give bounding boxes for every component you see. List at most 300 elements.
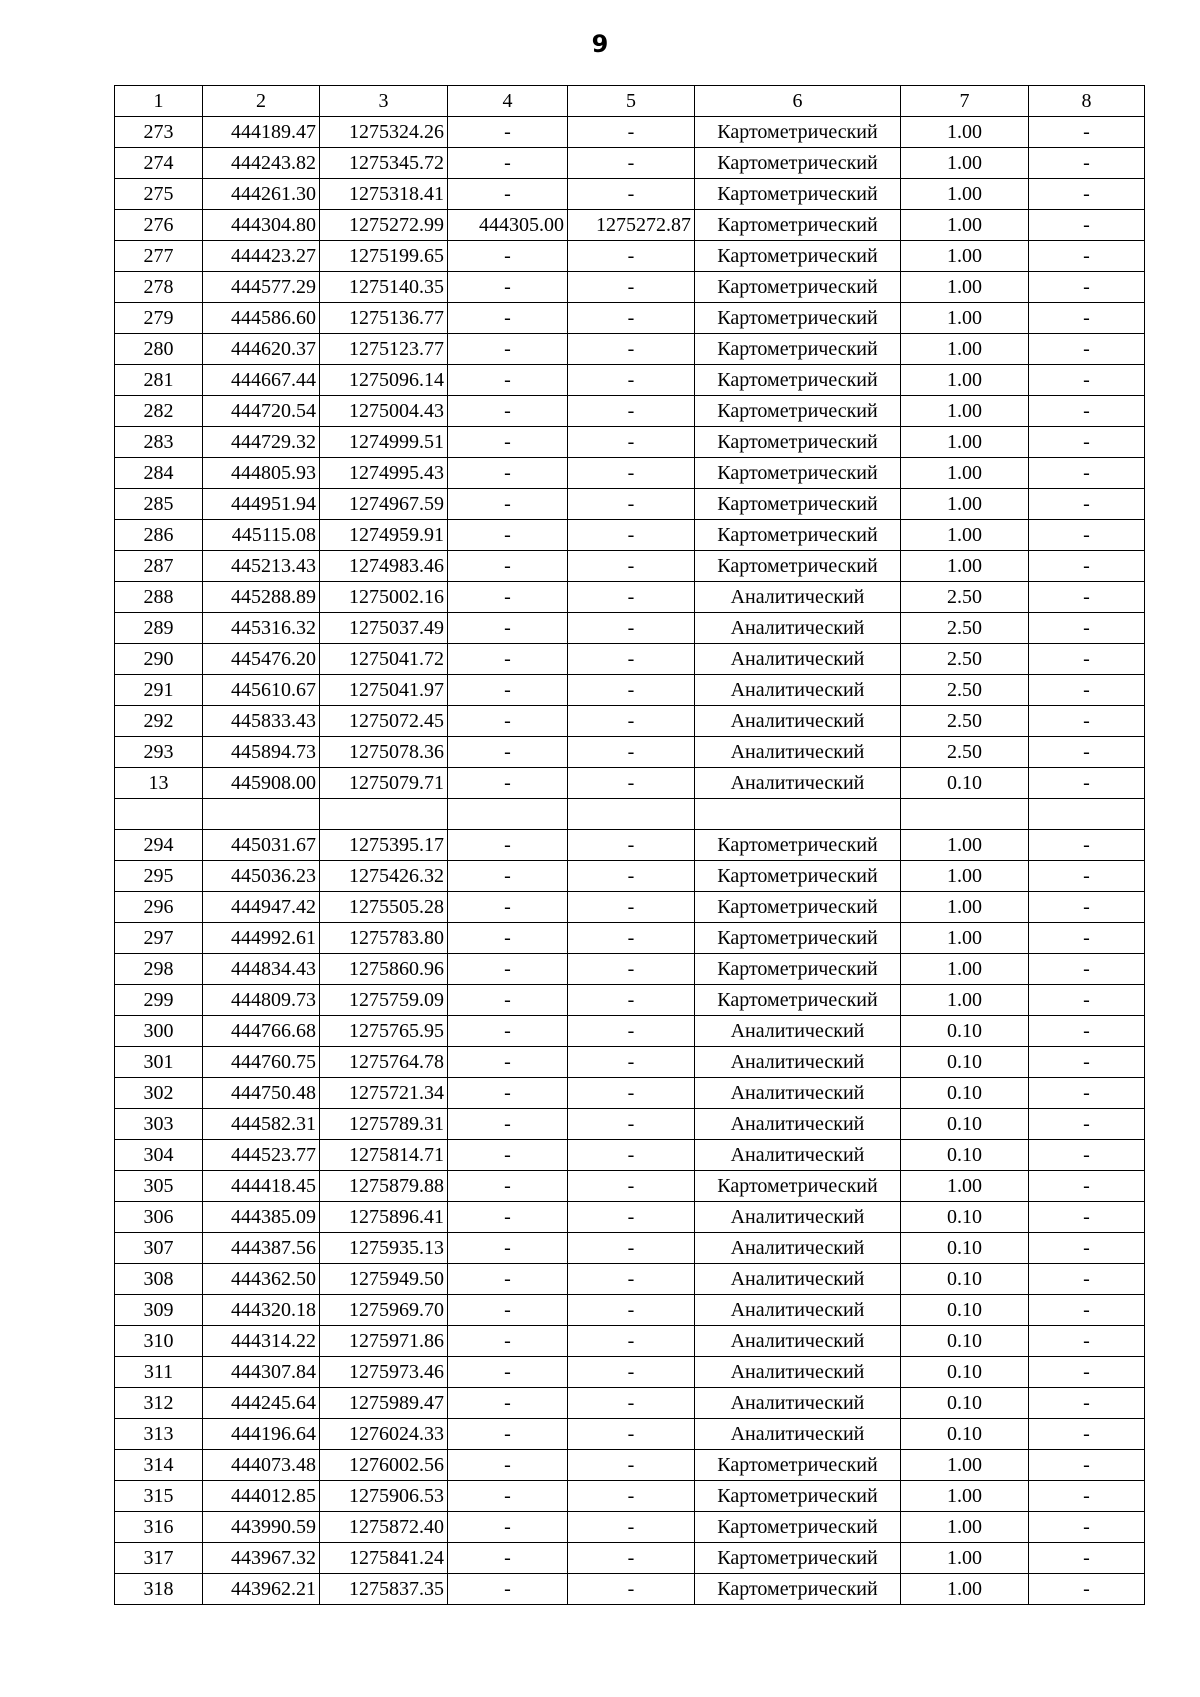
table-cell-col-6: Картометрический <box>695 1512 901 1543</box>
table-cell-col-3: 1276024.33 <box>320 1419 448 1450</box>
table-cell-col-2: 2 <box>203 86 320 117</box>
table-cell-col-5: - <box>568 675 695 706</box>
table-cell-col-3: 1275426.32 <box>320 861 448 892</box>
coordinates-table <box>114 85 1145 1605</box>
table-cell-col-1: 304 <box>115 1140 203 1171</box>
table-cell-col-5: - <box>568 241 695 272</box>
table-cell-col-5: - <box>568 1326 695 1357</box>
table-cell-col-6: Аналитический <box>695 1295 901 1326</box>
table-cell-col-6: Картометрический <box>695 520 901 551</box>
table-cell-col-2: 444750.48 <box>203 1078 320 1109</box>
table-cell-col-7: 1.00 <box>901 551 1029 582</box>
table-row <box>115 179 1145 210</box>
table-cell-col-8: - <box>1029 1543 1145 1574</box>
table-cell-col-5: - <box>568 1202 695 1233</box>
table-cell-col-4: - <box>448 427 568 458</box>
table-cell-col-3: 1276002.56 <box>320 1450 448 1481</box>
table-cell-col-3: 1275199.65 <box>320 241 448 272</box>
table-cell-col-2: 444320.18 <box>203 1295 320 1326</box>
table-row <box>115 1140 1145 1171</box>
table-cell-col-6: Картометрический <box>695 954 901 985</box>
table-cell-col-6: Картометрический <box>695 148 901 179</box>
table-cell-col-2: 445036.23 <box>203 861 320 892</box>
table-cell-col-7: 0.10 <box>901 1295 1029 1326</box>
table-cell-col-3: 1275041.72 <box>320 644 448 675</box>
table-row <box>115 675 1145 706</box>
table-cell-col-3: 1275860.96 <box>320 954 448 985</box>
table-cell-col-7: 0.10 <box>901 1419 1029 1450</box>
table-cell-col-5: - <box>568 830 695 861</box>
table-cell-col-4: - <box>448 1202 568 1233</box>
table-cell-col-4: - <box>448 861 568 892</box>
table-cell-col-1 <box>115 799 203 830</box>
table-cell-col-7: 1.00 <box>901 179 1029 210</box>
table-cell-col-6: Аналитический <box>695 613 901 644</box>
table-cell-col-6: Картометрический <box>695 427 901 458</box>
table-cell-col-3: 1274983.46 <box>320 551 448 582</box>
table-cell-col-1: 281 <box>115 365 203 396</box>
table-cell-col-8: - <box>1029 1264 1145 1295</box>
table-cell-col-4: - <box>448 1295 568 1326</box>
table-cell-col-7: 7 <box>901 86 1029 117</box>
table-cell-col-6 <box>695 799 901 830</box>
table-cell-col-7: 0.10 <box>901 1047 1029 1078</box>
table-cell-col-3: 1275989.47 <box>320 1388 448 1419</box>
table-cell-col-4: - <box>448 272 568 303</box>
table-cell-col-7: 1.00 <box>901 892 1029 923</box>
table-cell-col-6: Картометрический <box>695 985 901 1016</box>
table-cell-col-5: - <box>568 551 695 582</box>
table-cell-col-7: 1.00 <box>901 985 1029 1016</box>
table-cell-col-8: - <box>1029 1016 1145 1047</box>
table-cell-col-3: 1274967.59 <box>320 489 448 520</box>
table-cell-col-1: 305 <box>115 1171 203 1202</box>
table-cell-col-2: 444805.93 <box>203 458 320 489</box>
table-cell-col-2: 444196.64 <box>203 1419 320 1450</box>
table-cell-col-5: - <box>568 1109 695 1140</box>
table-cell-col-4: - <box>448 1171 568 1202</box>
table-cell-col-3: 1275096.14 <box>320 365 448 396</box>
table-cell-col-3: 1275789.31 <box>320 1109 448 1140</box>
table-cell-col-7: 1.00 <box>901 241 1029 272</box>
table-cell-col-7: 2.50 <box>901 613 1029 644</box>
table-cell-col-7: 1.00 <box>901 489 1029 520</box>
table-row <box>115 1047 1145 1078</box>
table-cell-col-1: 282 <box>115 396 203 427</box>
table-cell-col-4: - <box>448 737 568 768</box>
table-cell-col-5: - <box>568 520 695 551</box>
table-row <box>115 923 1145 954</box>
table-cell-col-2: 445476.20 <box>203 644 320 675</box>
table-cell-col-7: 1.00 <box>901 303 1029 334</box>
table-cell-col-2: 445894.73 <box>203 737 320 768</box>
table-row <box>115 799 1145 830</box>
table-cell-col-6: Аналитический <box>695 1078 901 1109</box>
table-cell-col-1: 283 <box>115 427 203 458</box>
table-cell-col-2: 444951.94 <box>203 489 320 520</box>
table-cell-col-2: 444523.77 <box>203 1140 320 1171</box>
table-cell-col-8: - <box>1029 1512 1145 1543</box>
table-cell-col-6: Картометрический <box>695 1481 901 1512</box>
table-cell-col-7: 2.50 <box>901 644 1029 675</box>
table-cell-col-1: 284 <box>115 458 203 489</box>
table-cell-col-7: 0.10 <box>901 1202 1029 1233</box>
table-row <box>115 1078 1145 1109</box>
table-cell-col-1: 288 <box>115 582 203 613</box>
table-cell-col-2: 444667.44 <box>203 365 320 396</box>
table-cell-col-5: - <box>568 861 695 892</box>
table-cell-col-1: 274 <box>115 148 203 179</box>
table-row <box>115 706 1145 737</box>
table-cell-col-3: 1275272.99 <box>320 210 448 241</box>
table-cell-col-5: - <box>568 1543 695 1574</box>
table-cell-col-5: - <box>568 427 695 458</box>
table-cell-col-5: - <box>568 1419 695 1450</box>
table-cell-col-5: - <box>568 179 695 210</box>
table-cell-col-4: - <box>448 675 568 706</box>
table-cell-col-8: - <box>1029 1326 1145 1357</box>
table-cell-col-1: 276 <box>115 210 203 241</box>
table-cell-col-8: - <box>1029 675 1145 706</box>
table-cell-col-6: Аналитический <box>695 1202 901 1233</box>
table-cell-col-3: 1275037.49 <box>320 613 448 644</box>
table-cell-col-7: 1.00 <box>901 1450 1029 1481</box>
table-cell-col-4: - <box>448 365 568 396</box>
table-cell-col-3: 3 <box>320 86 448 117</box>
table-cell-col-7: 0.10 <box>901 1016 1029 1047</box>
table-cell-col-5: - <box>568 954 695 985</box>
table-cell-col-1: 306 <box>115 1202 203 1233</box>
table-cell-col-5: - <box>568 1140 695 1171</box>
table-cell-col-1: 312 <box>115 1388 203 1419</box>
table-cell-col-4: - <box>448 1016 568 1047</box>
table-row <box>115 427 1145 458</box>
table-cell-col-7: 0.10 <box>901 768 1029 799</box>
table-cell-col-8: - <box>1029 1357 1145 1388</box>
table-row <box>115 117 1145 148</box>
table-cell-col-7: 1.00 <box>901 1512 1029 1543</box>
table-row <box>115 148 1145 179</box>
table-cell-col-6: Аналитический <box>695 582 901 613</box>
table-cell-col-1: 307 <box>115 1233 203 1264</box>
table-cell-col-2: 444189.47 <box>203 117 320 148</box>
table-cell-col-3: 1275896.41 <box>320 1202 448 1233</box>
table-cell-col-3: 1275041.97 <box>320 675 448 706</box>
table-cell-col-1: 289 <box>115 613 203 644</box>
table-row <box>115 458 1145 489</box>
table-cell-col-4: - <box>448 1450 568 1481</box>
table-cell-col-6: Картометрический <box>695 923 901 954</box>
table-cell-col-2: 444304.80 <box>203 210 320 241</box>
page-number: 9 <box>591 30 609 58</box>
table-cell-col-7: 1.00 <box>901 396 1029 427</box>
table-cell-col-8: - <box>1029 148 1145 179</box>
table-cell-col-6: Картометрический <box>695 272 901 303</box>
table-cell-col-3: 1274999.51 <box>320 427 448 458</box>
table-cell-col-1: 308 <box>115 1264 203 1295</box>
table-cell-col-1: 275 <box>115 179 203 210</box>
table-cell-col-5: - <box>568 1388 695 1419</box>
table-cell-col-8: - <box>1029 1419 1145 1450</box>
table-cell-col-8: - <box>1029 427 1145 458</box>
table-row <box>115 1171 1145 1202</box>
table-cell-col-2: 444720.54 <box>203 396 320 427</box>
table-cell-col-6: Картометрический <box>695 892 901 923</box>
table-cell-col-4: - <box>448 551 568 582</box>
table-cell-col-6: Аналитический <box>695 1140 901 1171</box>
table-cell-col-3: 1275324.26 <box>320 117 448 148</box>
table-cell-col-1: 294 <box>115 830 203 861</box>
table-row <box>115 644 1145 675</box>
table-cell-col-7: 0.10 <box>901 1109 1029 1140</box>
table-cell-col-2: 444760.75 <box>203 1047 320 1078</box>
table-cell-col-2: 444834.43 <box>203 954 320 985</box>
table-cell-col-3: 1275973.46 <box>320 1357 448 1388</box>
table-cell-col-5: - <box>568 613 695 644</box>
table-cell-col-4: - <box>448 1419 568 1450</box>
table-row <box>115 737 1145 768</box>
table-cell-col-7: 1.00 <box>901 334 1029 365</box>
table-cell-col-8 <box>1029 799 1145 830</box>
table-cell-col-7: 1.00 <box>901 427 1029 458</box>
table-cell-col-1: 293 <box>115 737 203 768</box>
table-cell-col-5: 1275272.87 <box>568 210 695 241</box>
table-cell-col-2: 444992.61 <box>203 923 320 954</box>
table-cell-col-2: 444577.29 <box>203 272 320 303</box>
table-cell-col-4: - <box>448 923 568 954</box>
table-cell-col-4: - <box>448 334 568 365</box>
table-cell-col-8: - <box>1029 396 1145 427</box>
table-cell-col-8: - <box>1029 551 1145 582</box>
table-row <box>115 489 1145 520</box>
table-cell-col-2: 445316.32 <box>203 613 320 644</box>
table-cell-col-5: - <box>568 1264 695 1295</box>
table-cell-col-5: - <box>568 582 695 613</box>
table-cell-col-2: 444243.82 <box>203 148 320 179</box>
table-cell-col-1: 300 <box>115 1016 203 1047</box>
table-cell-col-8: - <box>1029 303 1145 334</box>
table-cell-col-8: - <box>1029 1171 1145 1202</box>
table-cell-col-1: 292 <box>115 706 203 737</box>
table-cell-col-2: 444307.84 <box>203 1357 320 1388</box>
table-cell-col-4: - <box>448 1264 568 1295</box>
table-cell-col-1: 318 <box>115 1574 203 1605</box>
table-cell-col-5: - <box>568 303 695 334</box>
table-cell-col-6: Аналитический <box>695 1233 901 1264</box>
table-cell-col-6: Аналитический <box>695 706 901 737</box>
table-cell-col-8: - <box>1029 1140 1145 1171</box>
table-cell-col-2: 444766.68 <box>203 1016 320 1047</box>
table-cell-col-3: 1275765.95 <box>320 1016 448 1047</box>
table-row <box>115 954 1145 985</box>
table-cell-col-1: 286 <box>115 520 203 551</box>
table-cell-col-6: Аналитический <box>695 1264 901 1295</box>
table-row <box>115 768 1145 799</box>
table-cell-col-2: 444362.50 <box>203 1264 320 1295</box>
table-row <box>115 1295 1145 1326</box>
table-cell-col-7: 0.10 <box>901 1264 1029 1295</box>
table-cell-col-3: 1275935.13 <box>320 1233 448 1264</box>
table-cell-col-6: Картометрический <box>695 1450 901 1481</box>
table-cell-col-5: - <box>568 1481 695 1512</box>
table-cell-col-2: 444947.42 <box>203 892 320 923</box>
table-cell-col-6: Картометрический <box>695 210 901 241</box>
table-cell-col-1: 273 <box>115 117 203 148</box>
table-cell-col-8: - <box>1029 737 1145 768</box>
table-cell-col-8: - <box>1029 985 1145 1016</box>
table-row <box>115 334 1145 365</box>
table-cell-col-5: 5 <box>568 86 695 117</box>
table-cell-col-6: Аналитический <box>695 644 901 675</box>
table-cell-col-2: 445031.67 <box>203 830 320 861</box>
table-cell-col-2: 444620.37 <box>203 334 320 365</box>
table-cell-col-6: Картометрический <box>695 334 901 365</box>
table-cell-col-5: - <box>568 1233 695 1264</box>
table-cell-col-5: - <box>568 923 695 954</box>
table-cell-col-2: 444729.32 <box>203 427 320 458</box>
table-row <box>115 1202 1145 1233</box>
table-cell-col-8: - <box>1029 1450 1145 1481</box>
table-row <box>115 830 1145 861</box>
table-cell-col-5: - <box>568 1171 695 1202</box>
table-cell-col-1: 303 <box>115 1109 203 1140</box>
table-cell-col-8: - <box>1029 1078 1145 1109</box>
table-cell-col-4: - <box>448 520 568 551</box>
table-cell-col-8: - <box>1029 923 1145 954</box>
table-cell-col-1: 297 <box>115 923 203 954</box>
table-cell-col-7 <box>901 799 1029 830</box>
table-cell-col-4: - <box>448 1574 568 1605</box>
table-cell-col-5: - <box>568 768 695 799</box>
table-cell-col-8: - <box>1029 272 1145 303</box>
table-cell-col-4: - <box>448 613 568 644</box>
table-cell-col-6: 6 <box>695 86 901 117</box>
table-cell-col-8: - <box>1029 644 1145 675</box>
table-cell-col-6: Картометрический <box>695 830 901 861</box>
table-cell-col-6: Картометрический <box>695 489 901 520</box>
table-cell-col-7: 1.00 <box>901 954 1029 985</box>
table-cell-col-8: - <box>1029 1047 1145 1078</box>
table-cell-col-6: Аналитический <box>695 1016 901 1047</box>
table-cell-col-6: Аналитический <box>695 1388 901 1419</box>
table-cell-col-1: 315 <box>115 1481 203 1512</box>
table-cell-col-6: Аналитический <box>695 1357 901 1388</box>
table-cell-col-3: 1275783.80 <box>320 923 448 954</box>
table-cell-col-5: - <box>568 706 695 737</box>
table-cell-col-6: Картометрический <box>695 179 901 210</box>
table-cell-col-1: 301 <box>115 1047 203 1078</box>
table-cell-col-6: Аналитический <box>695 1326 901 1357</box>
table-row <box>115 613 1145 644</box>
table-cell-col-8: - <box>1029 117 1145 148</box>
table-cell-col-5: - <box>568 1450 695 1481</box>
table-cell-col-4: - <box>448 1388 568 1419</box>
table-row <box>115 365 1145 396</box>
table-cell-col-8: - <box>1029 334 1145 365</box>
table-cell-col-1: 287 <box>115 551 203 582</box>
table-cell-col-8: - <box>1029 861 1145 892</box>
table-row <box>115 1512 1145 1543</box>
table-cell-col-4: - <box>448 241 568 272</box>
table-cell-col-5: - <box>568 985 695 1016</box>
table-cell-col-2: 445213.43 <box>203 551 320 582</box>
table-cell-col-4: - <box>448 1326 568 1357</box>
table-cell-col-4: - <box>448 582 568 613</box>
table-cell-col-2: 444423.27 <box>203 241 320 272</box>
table-cell-col-2: 445288.89 <box>203 582 320 613</box>
table-cell-col-6: Картометрический <box>695 458 901 489</box>
table-cell-col-8: - <box>1029 1388 1145 1419</box>
table-cell-col-3: 1275814.71 <box>320 1140 448 1171</box>
table-cell-col-8: - <box>1029 1295 1145 1326</box>
table-cell-col-7: 0.10 <box>901 1326 1029 1357</box>
table-cell-col-6: Аналитический <box>695 1047 901 1078</box>
table-cell-col-8: - <box>1029 1233 1145 1264</box>
table-cell-col-8: - <box>1029 954 1145 985</box>
table-cell-col-8: - <box>1029 768 1145 799</box>
table-cell-col-6: Аналитический <box>695 737 901 768</box>
table-cell-col-4: - <box>448 706 568 737</box>
table-cell-col-1: 311 <box>115 1357 203 1388</box>
table-cell-col-5: - <box>568 644 695 675</box>
table-cell-col-3: 1275395.17 <box>320 830 448 861</box>
table-cell-col-1: 299 <box>115 985 203 1016</box>
table-cell-col-3: 1275841.24 <box>320 1543 448 1574</box>
table-cell-col-4: - <box>448 1543 568 1574</box>
table-cell-col-5: - <box>568 489 695 520</box>
table-cell-col-1: 13 <box>115 768 203 799</box>
table-cell-col-5: - <box>568 458 695 489</box>
table-row <box>115 1233 1145 1264</box>
table-cell-col-1: 298 <box>115 954 203 985</box>
table-cell-col-5: - <box>568 1512 695 1543</box>
table-cell-col-5: - <box>568 334 695 365</box>
table-cell-col-4: - <box>448 1078 568 1109</box>
table-cell-col-3: 1275318.41 <box>320 179 448 210</box>
table-cell-col-4: - <box>448 1512 568 1543</box>
table-row <box>115 1109 1145 1140</box>
table-cell-col-6: Картометрический <box>695 1574 901 1605</box>
table-cell-col-8: - <box>1029 241 1145 272</box>
table-cell-col-7: 1.00 <box>901 117 1029 148</box>
table-cell-col-8: - <box>1029 458 1145 489</box>
table-cell-col-1: 295 <box>115 861 203 892</box>
table-cell-col-7: 2.50 <box>901 582 1029 613</box>
table-cell-col-7: 0.10 <box>901 1233 1029 1264</box>
table-cell-col-6: Картометрический <box>695 117 901 148</box>
table-cell-col-2: 443962.21 <box>203 1574 320 1605</box>
table-cell-col-8: - <box>1029 892 1145 923</box>
table-cell-col-2: 445115.08 <box>203 520 320 551</box>
table-row <box>115 1543 1145 1574</box>
table-cell-col-6: Аналитический <box>695 768 901 799</box>
table-cell-col-5: - <box>568 1016 695 1047</box>
table-cell-col-1: 1 <box>115 86 203 117</box>
table-cell-col-4: - <box>448 148 568 179</box>
table-cell-col-3: 1275872.40 <box>320 1512 448 1543</box>
table-cell-col-7: 1.00 <box>901 861 1029 892</box>
table-cell-col-5: - <box>568 117 695 148</box>
table-cell-col-4: - <box>448 303 568 334</box>
table-cell-col-7: 0.10 <box>901 1357 1029 1388</box>
table-cell-col-8: - <box>1029 489 1145 520</box>
table-cell-col-3: 1274959.91 <box>320 520 448 551</box>
table-cell-col-5: - <box>568 1295 695 1326</box>
table-row <box>115 303 1145 334</box>
table-cell-col-5: - <box>568 365 695 396</box>
table-cell-col-3: 1275879.88 <box>320 1171 448 1202</box>
table-cell-col-4: - <box>448 1140 568 1171</box>
